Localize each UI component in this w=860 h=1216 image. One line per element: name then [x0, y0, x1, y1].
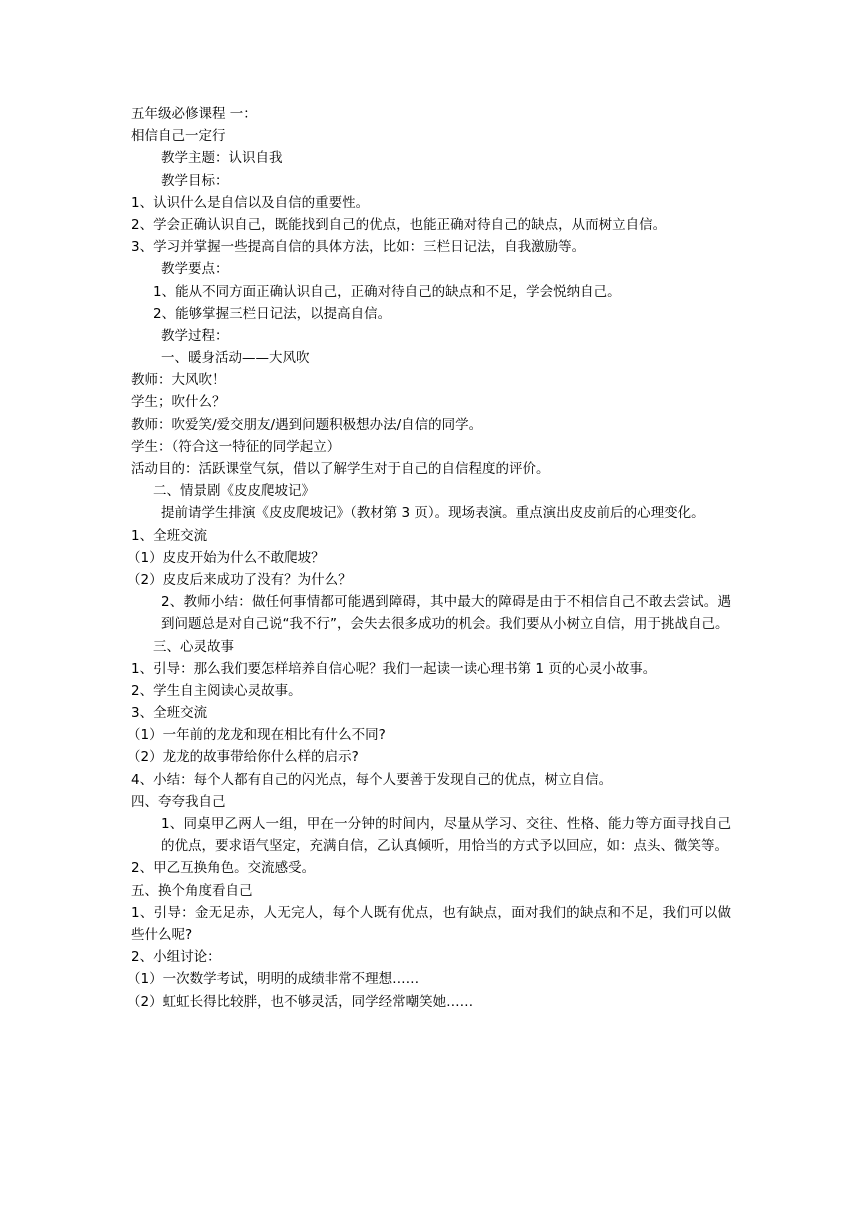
- document-body: [127, 103, 731, 1013]
- paragraph: 提前请学生排演《皮皮爬坡记》（教材第 3 页）。现场表演。重点演出皮皮前后的心理变化。: [161, 505, 705, 522]
- course-label: 五年级必修课程 一：: [131, 106, 257, 122]
- paragraph: 3、全班交流: [131, 705, 208, 722]
- section-heading: 三、心灵故事: [153, 638, 234, 655]
- lesson-title: 相信自己一定行: [131, 128, 226, 145]
- paragraph: 2、教师小结：做任何事情都可能遇到障碍，其中最大的障碍是由于不相信自己不敢去尝试。遇到问题总是对自己说“我不行”，会失去很多成功的机会。我们要从小树立自信，用于挑战自己。: [161, 594, 731, 633]
- dialogue-line: 教师：吹爱笑/爱交朋友/遇到问题积极想办法/自信的同学。: [131, 416, 483, 433]
- paragraph: 2、小组讨论：: [131, 949, 221, 966]
- paragraph: 4、小结：每个人都有自己的闪光点，每个人要善于发现自己的优点，树立自信。: [131, 771, 613, 788]
- section-heading: 四、夸夸我自己: [131, 793, 226, 810]
- section-heading: 二、情景剧《皮皮爬坡记》: [153, 483, 315, 500]
- list-item: （2）皮皮后来成功了没有？为什么？: [127, 571, 352, 588]
- teaching-theme: 教学主题：认识自我: [161, 150, 283, 167]
- paragraph: 3、学习并掌握一些提高自信的具体方法，比如：三栏日记法，自我激励等。: [131, 239, 586, 256]
- dialogue-line: 教师：大风吹！: [131, 372, 226, 389]
- section-heading: 教学过程：: [161, 327, 229, 344]
- paragraph: 1、引导：金无足赤，人无完人，每个人既有优点，也有缺点，面对我们的缺点和不足，我们可以做些什么呢?: [131, 904, 731, 944]
- section-heading: 一、暖身活动——大风吹: [161, 350, 310, 367]
- dialogue-line: 学生；吹什么？: [131, 394, 226, 411]
- paragraph: 1、引导：那么我们要怎样培养自信心呢？我们一起读一读心理书第 1 页的心灵小故事。: [131, 660, 657, 677]
- section-heading: 教学目标：: [161, 172, 229, 189]
- paragraph: 2、能够掌握三栏日记法，以提高自信。: [153, 305, 392, 322]
- section-heading: 教学要点：: [161, 261, 229, 278]
- paragraph: 2、学生自主阅读心灵故事。: [131, 682, 302, 699]
- paragraph: 1、能从不同方面正确认识自己，正确对待自己的缺点和不足，学会悦纳自己。: [153, 283, 621, 300]
- paragraph: 1、认识什么是自信以及自信的重要性。: [131, 194, 370, 211]
- list-item: （1）一次数学考试，明明的成绩非常不理想……: [127, 971, 420, 988]
- list-item: （1）一年前的龙龙和现在相比有什么不同?: [127, 727, 386, 744]
- paragraph: 2、学会正确认识自己，既能找到自己的优点，也能正确对待自己的缺点，从而树立自信。: [131, 216, 667, 233]
- paragraph: 1、全班交流: [131, 527, 208, 544]
- list-item: （2）龙龙的故事带给你什么样的启示?: [127, 749, 359, 766]
- list-item: （1）皮皮开始为什么不敢爬坡？: [127, 549, 325, 566]
- dialogue-line: 学生：（符合这一特征的同学起立）: [131, 438, 341, 455]
- paragraph: 2、甲乙互换角色。交流感受。: [131, 860, 316, 877]
- paragraph: 1、同桌甲乙两人一组，甲在一分钟的时间内，尽量从学习、交往、性格、能力等方面寻找自己的优点，要求语气坚定，充满自信，乙认真倾听，用恰当的方式予以回应，如：点头、微笑等。: [161, 816, 731, 855]
- paragraph: 活动目的：活跃课堂气氛，借以了解学生对于自己的自信程度的评价。: [131, 461, 550, 477]
- section-heading: 五、换个角度看自己: [131, 882, 253, 899]
- list-item: （2）虹虹长得比较胖，也不够灵活，同学经常嘲笑她……: [127, 993, 474, 1010]
